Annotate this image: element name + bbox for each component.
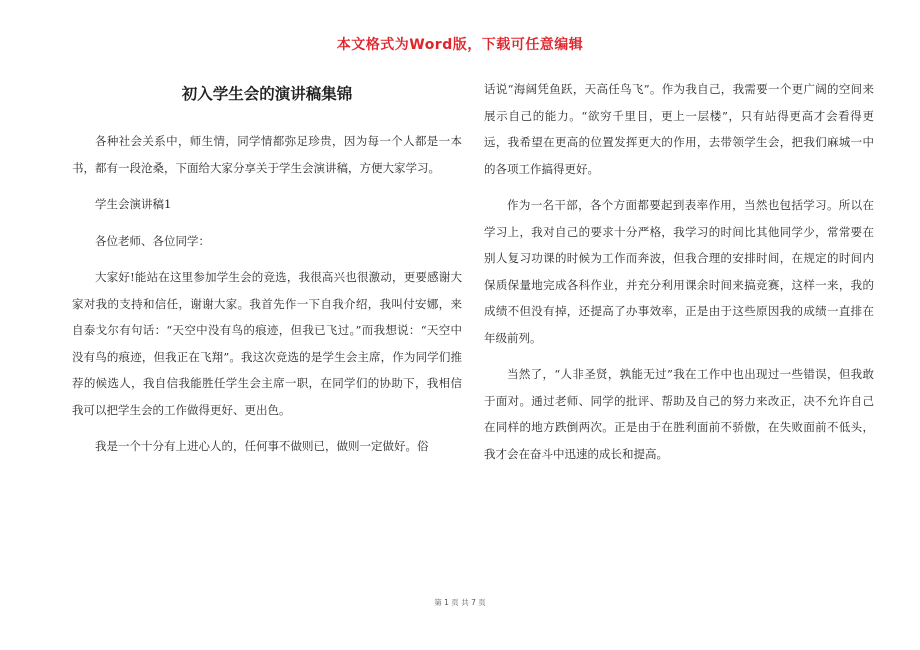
paragraph: 各种社会关系中，师生情，同学情都弥足珍贵，因为每一个人都是一本书，都有一段沧桑，下面给大家分享关于学生会演讲稿，方便大家学习。 [72,134,462,175]
paragraph: 作为一名干部，各个方面都要起到表率作用，当然也包括学习。所以在学习上，我对自己的要求十分严格，我学习的时间比其他同学少，常常要在别人复习功课的时候为工作而奔波，但我合理的安排时间，在规定的时间内保质保量地完成各科作业，并充分利用课余时间来搞竞赛，这样一来，我的成绩不但没有掉，还提高了办事效率，正是由于这些原因我的成绩一直排在年级前列。 [484,198,874,345]
paragraph: 当然了，“人非圣贤，孰能无过”我在工作中也出现过一些错误，但我敢于面对。通过老师、同学的批评、帮助及自己的努力来改正，决不允许自己在同样的地方跌倒两次。正是由于在胜利面前不骄傲，在失败面前不低头，我才会在奋斗中迅速的成长和提高。 [484,367,874,461]
paragraph: 学生会演讲稿1 [95,197,172,211]
right-column-body [484,76,874,467]
paragraph: 我是一个十分有上进心人的，任何事不做则已，做则一定做好。俗 [95,439,429,453]
left-column-body [72,128,462,460]
paragraph: 话说“海阔凭鱼跃，天高任鸟飞”。作为我自己，我需要一个更广阔的空间来展示自己的能力。“欲穷千里目，更上一层楼”，只有站得更高才会看得更远，我希望在更高的位置发挥更大的作用，去带领学生会，把我们麻城一中的各项工作搞得更好。 [484,82,874,176]
word-format-banner: 本文格式为Word版，下载可任意编辑 [336,37,584,53]
paragraph: 大家好!能站在这里参加学生会的竞选，我很高兴也很激动，更要感谢大家对我的支持和信任，谢谢大家。我首先作一下自我介绍，我叫付安娜，来自泰戈尔有句话：“天空中没有鸟的痕迹，但我已飞过。”而我想说：“天空中没有鸟的痕迹，但我正在飞翔”。我这次竞选的是学生会主席，作为同学们推荐的候选人，我自信我能胜任学生会主席一职，在同学们的协助下，我相信我可以把学生会的工作做得更好、更出色。 [72,270,462,417]
page-footer: 第 1 页 共 7 页 [434,598,486,607]
document-title: 初入学生会的演讲稿集锦 [181,85,353,103]
left-column [72,76,462,470]
right-column [484,76,874,477]
paragraph: 各位老师、各位同学： [95,233,210,248]
